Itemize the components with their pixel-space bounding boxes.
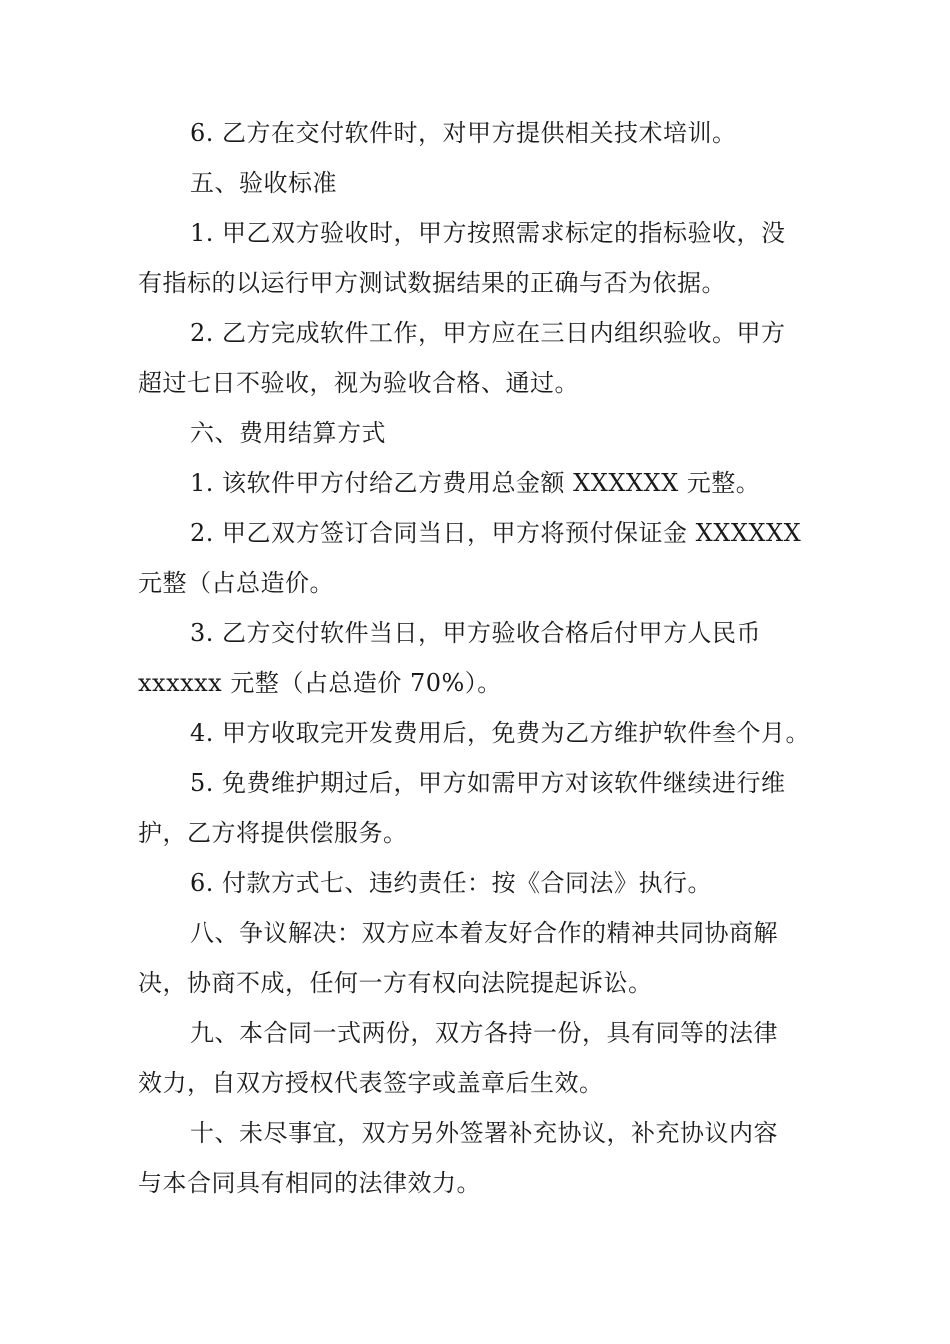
clause-line: 4. 甲方收取完开发费用后，免费为乙方维护软件叁个月。 [190,719,811,747]
clause-line: 护，乙方将提供偿服务。 [138,819,408,847]
section-heading: 六、费用结算方式 [190,419,386,447]
clause-line: 6. 乙方在交付软件时，对甲方提供相关技术培训。 [190,119,737,147]
clause-line: 有指标的以运行甲方测试数据结果的正确与否为依据。 [138,269,726,297]
clause-line: 十、未尽事宜，双方另外签署补充协议，补充协议内容 [190,1119,778,1147]
clause-line: xxxxxx 元整（占总造价 70%）。 [138,669,502,697]
clause-line: 1. 该软件甲方付给乙方费用总金额 XXXXXX 元整。 [190,469,761,497]
clause-line: 5. 免费维护期过后，甲方如需甲方对该软件继续进行维 [190,769,786,797]
clause-line: 八、争议解决：双方应本着友好合作的精神共同协商解 [190,919,778,947]
clause-line: 2. 甲乙双方签订合同当日，甲方将预付保证金 XXXXXX [190,519,802,547]
clause-line: 2. 乙方完成软件工作，甲方应在三日内组织验收。甲方 [190,319,786,347]
section-heading: 五、验收标准 [190,169,337,197]
clause-line: 与本合同具有相同的法律效力。 [138,1169,481,1197]
clause-line: 3. 乙方交付软件当日，甲方验收合格后付甲方人民币 [190,619,762,647]
clause-line: 6. 付款方式七、违约责任：按《合同法》执行。 [190,869,713,897]
clause-line: 效力，自双方授权代表签字或盖章后生效。 [138,1069,604,1097]
clause-line: 决，协商不成，任何一方有权向法院提起诉讼。 [138,969,653,997]
clause-line: 超过七日不验收，视为验收合格、通过。 [138,369,579,397]
clause-line: 1. 甲乙双方验收时，甲方按照需求标定的指标验收，没 [190,219,786,247]
clause-line: 九、本合同一式两份，双方各持一份，具有同等的法律 [190,1019,778,1047]
clause-line: 元整（占总造价。 [138,569,334,597]
